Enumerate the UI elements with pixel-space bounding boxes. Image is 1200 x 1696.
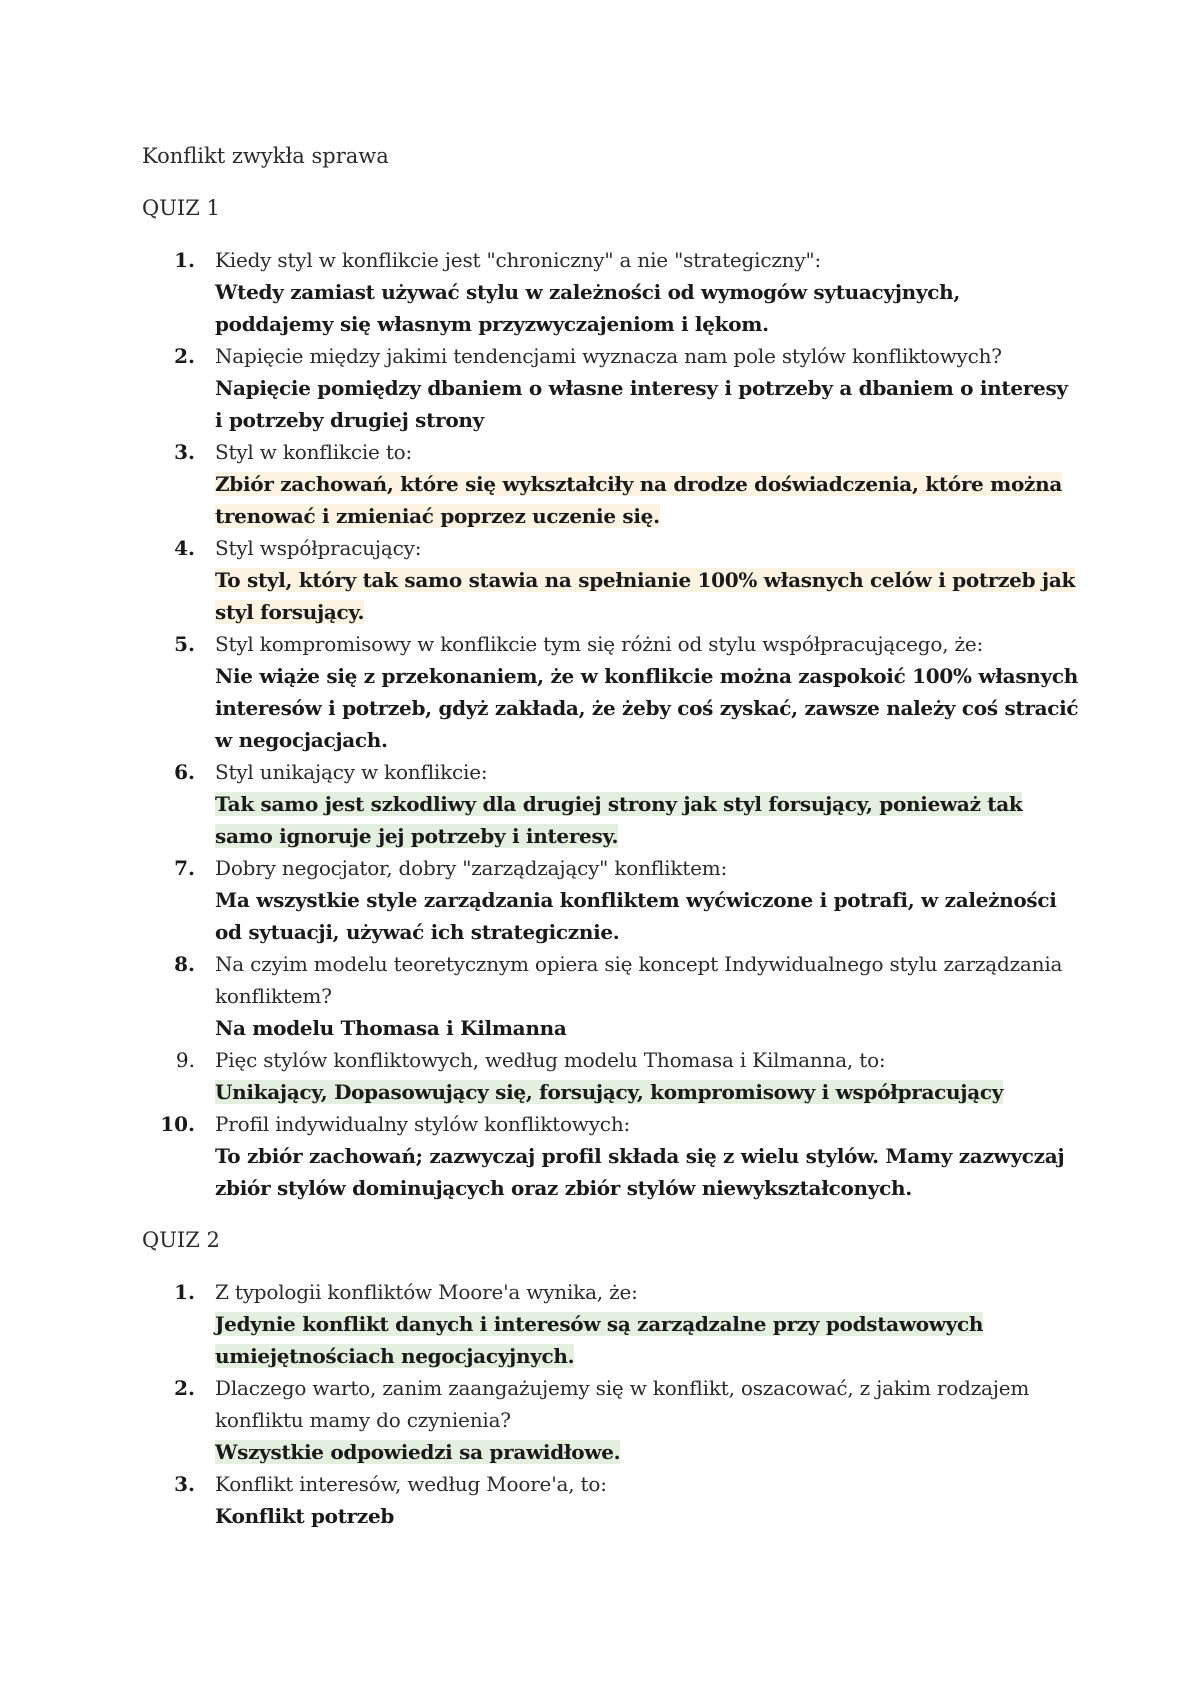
answer-text <box>215 660 1080 756</box>
list-item <box>142 852 1080 948</box>
question-text: Styl w konflikcie to: <box>215 440 413 464</box>
quiz1-title: QUIZ 1 <box>142 196 220 220</box>
answer-text <box>215 564 1080 628</box>
answer-highlight: Wszystkie odpowiedzi sa prawidłowe. <box>215 1440 621 1464</box>
answer-text <box>215 1436 1080 1468</box>
question-text: Dlaczego warto, zanim zaangażujemy się w konflikt, oszacować, z jakim rodzajem konfliktu mamy do czynienia? <box>215 1376 1030 1432</box>
answer-text-content: Na modelu Thomasa i Kilmanna <box>215 1016 567 1040</box>
quiz1-list <box>142 244 1080 1204</box>
answer-text <box>215 1308 1080 1372</box>
item-number: 8. <box>174 952 195 976</box>
question-text: Styl współpracujący: <box>215 536 422 560</box>
item-number: 1. <box>174 248 195 272</box>
question-text: Pięc stylów konfliktowych, według modelu Thomasa i Kilmanna, to: <box>215 1048 886 1072</box>
question-text: Styl kompromisowy w konflikcie tym się różni od stylu współpracującego, że: <box>215 632 984 656</box>
answer-highlight: Jedynie konflikt danych i interesów są zarządzalne przy podstawowych umiejętnościach negocjacyjnych. <box>215 1312 984 1368</box>
question-text: Z typologii konfliktów Moore'a wynika, że: <box>215 1280 638 1304</box>
item-number: 3. <box>174 1472 195 1496</box>
item-number: 3. <box>174 440 195 464</box>
answer-text-content: Napięcie pomiędzy dbaniem o własne interesy i potrzeby a dbaniem o interesy i potrzeby drugiej strony <box>215 376 1068 432</box>
answer-text-content: To zbiór zachowań; zazwyczaj profil składa się z wielu stylów. Mamy zazwyczaj zbiór stylów dominujących oraz zbiór stylów niewykształconych. <box>215 1144 1065 1200</box>
question-text: Styl unikający w konflikcie: <box>215 760 488 784</box>
answer-highlight: To styl, który tak samo stawia na spełnianie 100% własnych celów i potrzeb jak styl forsujący. <box>215 568 1076 624</box>
item-number: 4. <box>174 536 195 560</box>
list-item <box>142 1044 1080 1108</box>
list-item <box>142 756 1080 852</box>
answer-highlight: Zbiór zachowań, które się wykształciły na drodze doświadczenia, które można trenować i zmieniać poprzez uczenie się. <box>215 472 1063 528</box>
answer-text <box>215 468 1080 532</box>
quiz2-list <box>142 1276 1080 1532</box>
item-number: 6. <box>174 760 195 784</box>
list-item <box>142 948 1080 1044</box>
item-number: 2. <box>174 344 195 368</box>
list-item <box>142 244 1080 340</box>
answer-text-content: Ma wszystkie style zarządzania konfliktem wyćwiczone i potrafi, w zależności od sytuacji, używać ich strategicznie. <box>215 888 1057 944</box>
answer-text <box>215 1012 1080 1044</box>
answer-text <box>215 1500 1080 1532</box>
list-item <box>142 340 1080 436</box>
list-item <box>142 1468 1080 1532</box>
list-item <box>142 1108 1080 1204</box>
question-text: Profil indywidualny stylów konfliktowych: <box>215 1112 631 1136</box>
item-number: 7. <box>174 856 195 880</box>
question-text: Dobry negocjator, dobry "zarządzający" konfliktem: <box>215 856 728 880</box>
answer-text-content: Nie wiąże się z przekonaniem, że w konflikcie można zaspokoić 100% własnych interesów i potrzeb, gdyż zakłada, że żeby coś zyskać, zawsze należy coś stracić w negocjacjach. <box>215 664 1079 752</box>
question-text: Kiedy styl w konflikcie jest "chroniczny" a nie "strategiczny": <box>215 248 822 272</box>
answer-text-content: Wtedy zamiast używać stylu w zależności od wymogów sytuacyjnych, poddajemy się własnym przyzwyczajeniom i lękom. <box>215 280 961 336</box>
list-item <box>142 1372 1080 1468</box>
answer-text <box>215 276 1080 340</box>
item-number: 2. <box>174 1376 195 1400</box>
answer-text-content: Konflikt potrzeb <box>215 1504 395 1528</box>
list-item <box>142 436 1080 532</box>
answer-text <box>215 372 1080 436</box>
item-number: 1. <box>174 1280 195 1304</box>
question-text: Konflikt interesów, według Moore'a, to: <box>215 1472 607 1496</box>
quiz2-title: QUIZ 2 <box>142 1228 220 1252</box>
document-title: Konflikt zwykła sprawa <box>142 144 389 168</box>
item-number: 5. <box>174 632 195 656</box>
item-number: 9. <box>175 1048 195 1072</box>
list-item <box>142 1276 1080 1372</box>
list-item <box>142 532 1080 628</box>
question-text: Napięcie między jakimi tendencjami wyznacza nam pole stylów konfliktowych? <box>215 344 1002 368</box>
item-number: 10. <box>160 1112 195 1136</box>
answer-text <box>215 1076 1080 1108</box>
answer-text <box>215 1140 1080 1204</box>
list-item <box>142 628 1080 756</box>
answer-highlight: Tak samo jest szkodliwy dla drugiej strony jak styl forsujący, ponieważ tak samo ignoruje jej potrzeby i interesy. <box>215 792 1023 848</box>
question-text: Na czyim modelu teoretycznym opiera się koncept Indywidualnego stylu zarządzania konfliktem? <box>215 952 1063 1008</box>
answer-highlight: Unikający, Dopasowujący się, forsujący, kompromisowy i współpracujący <box>215 1080 1004 1104</box>
answer-text <box>215 788 1080 852</box>
answer-text <box>215 884 1080 948</box>
